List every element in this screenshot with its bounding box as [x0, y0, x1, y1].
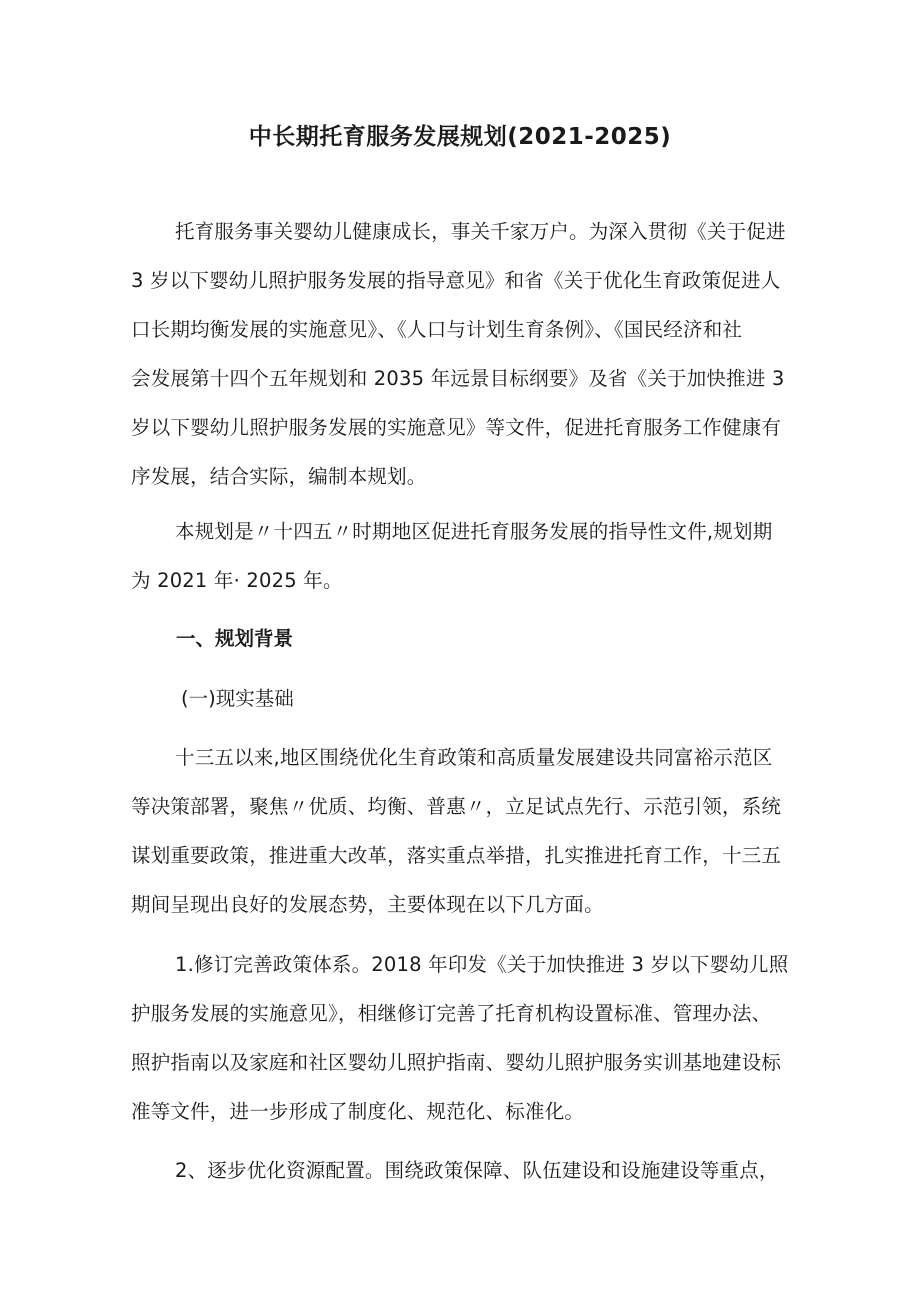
paragraph-line: 准等文件，进一步形成了制度化、规范化、标准化。	[131, 1100, 585, 1123]
paragraph-line: 为 2021 年· 2025 年。	[131, 569, 343, 592]
paragraph-line: 等决策部署，聚焦〃优质、均衡、普惠〃，立足试点先行、示范引领，系统	[131, 795, 782, 818]
subsection-heading: (一)现实基础	[181, 687, 294, 710]
paragraph-line: 口长期均衡发展的实施意见》、《人口与计划生育条例》、《国民经济和社	[131, 318, 743, 341]
paragraph-line: 托育服务事关婴幼儿健康成长，事关千家万户。为深入贯彻《关于促进	[175, 220, 786, 243]
paragraph-basis	[131, 733, 796, 929]
paragraph-line: 护服务发展的实施意见》，相继修订完善了托育机构设置标准、管理办法、	[131, 1002, 772, 1025]
paragraph-line: 本规划是〃十四五〃时期地区促进托育服务发展的指导性文件,规划期	[175, 520, 773, 543]
paragraph-line: 会发展第十四个五年规划和 2035 年远景目标纲要》及省《关于加快推进 3	[131, 367, 785, 390]
paragraph-scope	[131, 507, 796, 605]
paragraph-line: 谋划重要政策，推进重大改革，落实重点举措，扎实推进托育工作，十三五	[131, 844, 782, 867]
paragraph-line: 1.修订完善政策体系。2018 年印发《关于加快推进 3 岁以下婴幼儿照	[175, 953, 789, 976]
paragraph-line: 2、逐步优化资源配置。围绕政策保障、队伍建设和设施建设等重点，	[175, 1159, 779, 1182]
paragraph-line: 十三五以来,地区围绕优化生育政策和高质量发展建设共同富裕示范区	[175, 746, 773, 769]
paragraph-line: 3 岁以下婴幼儿照护服务发展的指导意见》和省《关于优化生育政策促进人	[131, 269, 781, 292]
paragraph-line: 序发展，结合实际，编制本规划。	[131, 465, 427, 488]
paragraph-intro	[131, 207, 796, 501]
paragraph-line: 照护指南以及家庭和社区婴幼儿照护指南、婴幼儿照护服务实训基地建设标	[131, 1051, 782, 1074]
paragraph-line: 期间呈现出良好的发展态势，主要体现在以下几方面。	[131, 893, 604, 916]
paragraph-line: 岁以下婴幼儿照护服务发展的实施意见》等文件，促进托育服务工作健康有	[131, 416, 782, 439]
paragraph-policy	[131, 940, 796, 1136]
paragraph-resources	[131, 1146, 796, 1195]
section-heading: 一、规划背景	[176, 627, 294, 650]
document-title: 中长期托育服务发展规划(2021-2025)	[248, 124, 672, 150]
